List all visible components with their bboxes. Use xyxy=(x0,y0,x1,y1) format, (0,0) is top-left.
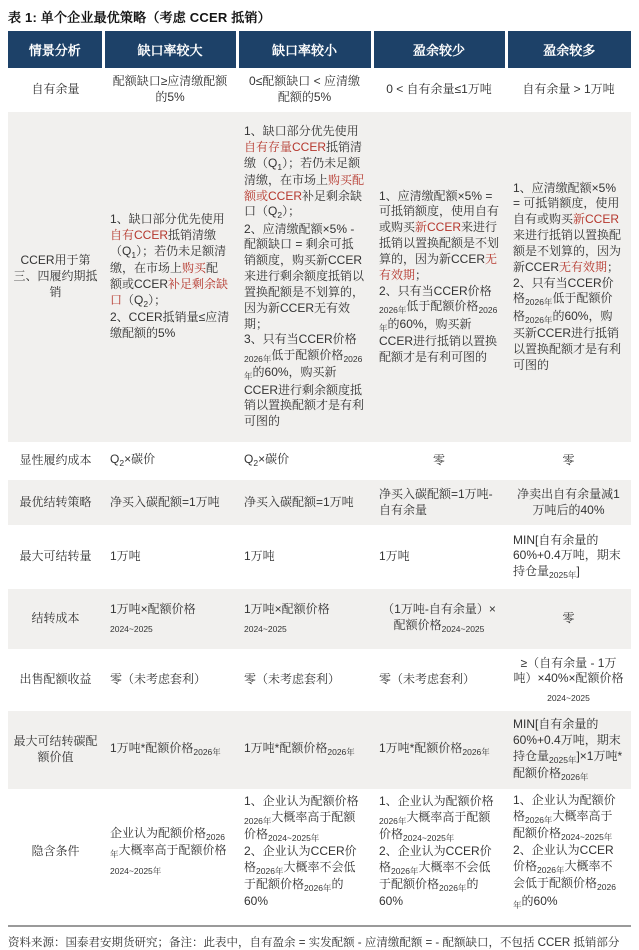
cell-text: 1万吨*配额价格 xyxy=(244,741,328,756)
table-cell xyxy=(372,789,506,915)
subscript-text: 2024~2025年 xyxy=(268,832,320,843)
emphasis-text: 自有存量CCER xyxy=(244,139,327,154)
row-label-cell: 最大可结转量 xyxy=(19,549,92,564)
subscript-text: 2026年 xyxy=(379,815,407,826)
cell-text: 0 < 自有余量≤1万吨 xyxy=(386,82,492,97)
cell-text: Q xyxy=(244,452,254,467)
table-row xyxy=(8,525,631,589)
cell-text: 1万吨 xyxy=(244,549,275,564)
table-cell xyxy=(103,789,237,915)
subscript-text: 2024~2025年 xyxy=(403,832,455,843)
emphasis-text: 补足剩余缺口 xyxy=(110,277,229,307)
header-row xyxy=(8,31,631,68)
cell-text: 配额缺口≥应清缴配额的5% xyxy=(112,74,228,104)
cell-text: 补足剩余缺口（Q xyxy=(244,188,363,219)
cell-text: 净卖出自有余量减1万吨后的40% xyxy=(517,486,620,517)
cell-text: 净买入碳配额=1万吨-自有余量 xyxy=(379,486,493,517)
strategy-table xyxy=(8,31,631,915)
table-title: 表 1: 单个企业最优策略（考虑 CCER 抵销） xyxy=(8,10,271,25)
table-cell xyxy=(506,649,631,711)
subscript-text: 2024~2025 xyxy=(441,624,485,635)
table-cell xyxy=(372,711,506,789)
table-row xyxy=(8,442,631,480)
row-label-cell: 最优结转策略 xyxy=(8,480,103,525)
emphasis-text: 新CCER xyxy=(415,220,462,235)
cell-text: ）； xyxy=(282,204,301,219)
subscript-text: 2026年 xyxy=(525,314,553,325)
subscript-text: 2 xyxy=(119,458,125,469)
header-cell: 缺口率较大 xyxy=(103,31,237,68)
table-cell xyxy=(103,480,237,525)
cell-text: 来进行抵销以置换配额是不划算的，因为新CCER xyxy=(513,228,622,274)
cell-text: 2、CCER抵销量≤应清缴配额的5% xyxy=(110,310,230,340)
cell-text: MIN[自有余量的60%+0.4万吨，期末持仓量 xyxy=(513,532,621,579)
cell-text: Q xyxy=(110,452,120,467)
subscript-text: 2024~2025 xyxy=(110,624,153,635)
cell-text: 1、企业认为配额价格 xyxy=(513,793,616,823)
row-label-cell: 显性履约成本 xyxy=(19,453,92,468)
subscript-text: 2025年 xyxy=(549,570,577,581)
table-cell xyxy=(237,480,372,525)
cell-text: ）；若仍未足额清缴，在市场上 xyxy=(110,243,227,276)
cell-text: 自有余量 > 1万吨 xyxy=(522,82,615,97)
header-cell: 盈余较多 xyxy=(506,31,631,68)
row-label-cell: CCER用于第三、四履约期抵销 xyxy=(8,112,103,442)
cell-text: 零（未考虑套利） xyxy=(244,672,341,687)
row-label-cell: 结转成本 xyxy=(8,589,103,649)
subscript-text: 2026年 xyxy=(537,865,565,876)
subscript-text: 2 xyxy=(277,210,283,221)
cell-text: 零 xyxy=(432,453,445,468)
cell-text: 配额或CCER xyxy=(110,261,219,291)
table-cell xyxy=(372,525,506,589)
cell-text: 零 xyxy=(562,611,575,626)
cell-text: 大概率不会低于配额价格 xyxy=(244,859,356,891)
cell-text: ]×1万吨*配额价格 xyxy=(513,748,623,780)
cell-text: 来进行抵销以置换配额是不划算的，因为新CCER xyxy=(379,220,500,266)
table-row xyxy=(8,112,631,442)
subscript-text: 2026年 xyxy=(256,865,284,876)
table-cell xyxy=(103,649,237,711)
cell-text: 抵销清缴（Q xyxy=(244,139,363,170)
subscript-text: 2024~2025 xyxy=(547,693,590,704)
cell-text: 2、只有当CCER价格 xyxy=(379,283,492,298)
subscript-text: 2024~2025年 xyxy=(110,866,162,877)
table-cell xyxy=(103,711,237,789)
cell-text: 低于配额价格 xyxy=(513,291,613,323)
table-cell xyxy=(506,112,631,442)
table-cell xyxy=(103,68,237,112)
subscript-text: 2026年 xyxy=(525,814,553,825)
table-cell xyxy=(372,589,506,649)
table-cell xyxy=(506,589,631,649)
cell-text: 大概率高于配额价格 xyxy=(244,809,356,841)
table-row xyxy=(8,480,631,525)
emphasis-text: 无有效期 xyxy=(559,259,608,274)
cell-text: 大概率高于配额价格 xyxy=(379,809,491,841)
cell-text: 大概率高于配额价格 xyxy=(513,808,613,841)
cell-text: 净买入碳配额=1万吨 xyxy=(244,494,354,509)
cell-text: 抵销清缴（Q xyxy=(110,228,217,258)
cell-text: 的60% xyxy=(244,877,344,909)
cell-text: MIN[自有余量的60%+0.4万吨，期末持仓量 xyxy=(513,716,621,763)
subscript-text: 2 xyxy=(143,298,149,309)
subscript-text: 2026年 xyxy=(379,305,407,316)
table-row xyxy=(8,649,631,711)
cell-text: 大概率高于配额价格 xyxy=(118,843,227,858)
cell-text: 0≤配额缺口 < 应清缴配额的5% xyxy=(249,74,360,104)
table-cell xyxy=(372,68,506,112)
cell-text: ×碳价 xyxy=(258,452,290,467)
cell-text: 的60% xyxy=(521,893,558,908)
cell-text: 1万吨*配额价格 xyxy=(379,741,463,756)
subscript-text: 2026年 xyxy=(327,747,355,758)
cell-text: 2、企业认为CCER价格 xyxy=(513,843,614,874)
table-row xyxy=(8,589,631,649)
table-row xyxy=(8,789,631,915)
table-cell xyxy=(237,789,372,915)
cell-text: 1、应清缴配额×5% = 可抵销额度，使用自有或购买 xyxy=(513,180,620,227)
subscript-text: 2026年 xyxy=(379,305,498,333)
row-label-cell: 隐含条件 xyxy=(31,843,80,858)
table-row xyxy=(8,68,631,112)
cell-text: 2、企业认为CCER价格 xyxy=(379,843,492,874)
cell-text: 的60%，购买新CCER进行抵销以置换配额才是有利可图的 xyxy=(513,308,622,372)
subscript-text: 2026年 xyxy=(391,865,419,876)
subscript-text: 2026年 xyxy=(439,883,467,893)
cell-text: 大概率不会低于配额价格 xyxy=(379,859,491,891)
table-cell xyxy=(506,711,631,789)
subscript-text: 2026年 xyxy=(462,747,490,758)
cell-text: ≥（自有余量 - 1万吨）×40%×配额价格 xyxy=(513,655,624,686)
subscript-text: 2025年 xyxy=(549,754,577,765)
cell-text: 零（未考虑套利） xyxy=(110,672,207,687)
cell-text: （1万吨-自有余量）×配额价格 xyxy=(382,602,496,633)
table-cell xyxy=(103,112,237,442)
table-cell xyxy=(372,112,506,442)
table-cell xyxy=(506,789,631,915)
cell-text: ）；若仍未足额清缴，在市场上 xyxy=(244,155,361,187)
table-cell xyxy=(372,649,506,711)
subscript-text: 2026年 xyxy=(513,882,616,910)
cell-text: 的60% xyxy=(379,877,479,909)
row-label-cell: 自有余量 xyxy=(31,82,80,97)
cell-text: 1万吨 xyxy=(110,549,141,564)
cell-text: ）； xyxy=(148,292,167,307)
cell-text: 的60%，购买新CCER进行抵销以置换配额才是有利可图的 xyxy=(379,316,498,364)
source-note: 资料来源：国泰君安期货研究；备注：此表中，自有盈余 = 实发配额 - 应清缴配额 = - 配额缺口，不包括 CCER 抵销部分 xyxy=(8,925,631,950)
table-cell xyxy=(103,442,237,480)
subscript-text: 2026年 xyxy=(244,354,363,382)
table-cell xyxy=(506,442,631,480)
emphasis-text: 自有CCER xyxy=(110,228,169,243)
cell-text: 1、缺口部分优先使用 xyxy=(244,123,359,138)
cell-text: 零 xyxy=(562,453,575,468)
subscript-text: 2 xyxy=(253,458,259,469)
emphasis-text: 无有效期 xyxy=(379,251,498,282)
cell-text: 2、只有当CCER价格 xyxy=(513,275,614,306)
cell-text: 企业认为配额价格 xyxy=(110,826,207,841)
table-cell xyxy=(237,525,372,589)
subscript-text: 2026年 xyxy=(110,832,225,860)
emphasis-text: 购买 xyxy=(182,261,207,276)
cell-text: 1、应清缴配额×5% = 可抵销额度，使用自有或购买 xyxy=(379,188,500,235)
table-cell xyxy=(237,68,372,112)
cell-text: ； xyxy=(607,259,620,274)
row-label-cell: 出售配额收益 xyxy=(19,672,92,687)
cell-text: 1、企业认为配额价格 xyxy=(379,793,494,808)
subscript-text: 2026年 xyxy=(193,747,221,758)
table-cell xyxy=(237,112,372,442)
subscript-text: 1 xyxy=(131,249,137,260)
table-cell xyxy=(372,480,506,525)
table-cell xyxy=(103,525,237,589)
subscript-text: 2026年 xyxy=(244,815,272,826)
subscript-text: 2026年 xyxy=(244,354,272,365)
cell-text: 1、企业认为配额价格 xyxy=(244,793,359,808)
cell-text: 1、缺口部分优先使用 xyxy=(110,212,225,227)
subscript-text: 1 xyxy=(277,161,283,172)
header-cell: 情景分析 xyxy=(8,31,103,68)
cell-text: 1万吨 xyxy=(379,549,410,564)
table-row xyxy=(8,711,631,789)
table-cell xyxy=(237,442,372,480)
cell-text: 低于配额价格 xyxy=(271,348,344,363)
subscript-text: 2026年 xyxy=(561,771,589,782)
header-cell: 盈余较少 xyxy=(372,31,506,68)
cell-text: ] xyxy=(576,564,580,579)
cell-text: 1万吨*配额价格 xyxy=(110,741,194,756)
subscript-text: 2026年 xyxy=(525,297,553,308)
cell-text: ； xyxy=(415,267,428,282)
subscript-text: 2026年 xyxy=(304,883,332,893)
table-cell xyxy=(237,589,372,649)
table-cell xyxy=(372,442,506,480)
cell-text: 2、企业认为CCER价格 xyxy=(244,843,357,874)
cell-text: （Q xyxy=(122,292,144,307)
table-cell xyxy=(506,68,631,112)
table-cell xyxy=(506,480,631,525)
cell-text: 的60%，购买新CCER进行剩余额度抵销以置换配额才是有利可图的 xyxy=(244,365,365,429)
table-cell xyxy=(103,589,237,649)
subscript-text: 2024~2025 xyxy=(244,624,287,635)
cell-text: 零（未考虑套利） xyxy=(379,672,476,687)
cell-text: 低于配额价格 xyxy=(406,299,479,314)
emphasis-text: 新CCER xyxy=(573,212,620,227)
cell-text: 3、只有当CCER价格 xyxy=(244,332,357,347)
cell-text: 1万吨×配额价格 xyxy=(244,602,330,617)
table-cell xyxy=(237,711,372,789)
cell-text: 1万吨×配额价格 xyxy=(110,602,196,617)
table-body xyxy=(8,68,631,915)
subscript-text: 2024~2025年 xyxy=(561,832,613,843)
row-label-cell: 最大可结转碳配额价值 xyxy=(8,711,103,789)
cell-text: 大概率不会低于配额价格 xyxy=(513,859,613,891)
emphasis-text: 购买配额或CCER xyxy=(244,172,365,203)
cell-text: ×碳价 xyxy=(124,452,156,467)
cell-text: 净买入碳配额=1万吨 xyxy=(110,494,220,509)
header-cell: 缺口率较小 xyxy=(237,31,372,68)
cell-text: 2、应清缴配额×5% - 配额缺口 = 剩余可抵销额度，购买新CCER来进行剩余额度抵销以置换配额是不划算的，因为新CCER无有效期； xyxy=(244,221,365,331)
table-cell xyxy=(506,525,631,589)
table-cell xyxy=(237,649,372,711)
